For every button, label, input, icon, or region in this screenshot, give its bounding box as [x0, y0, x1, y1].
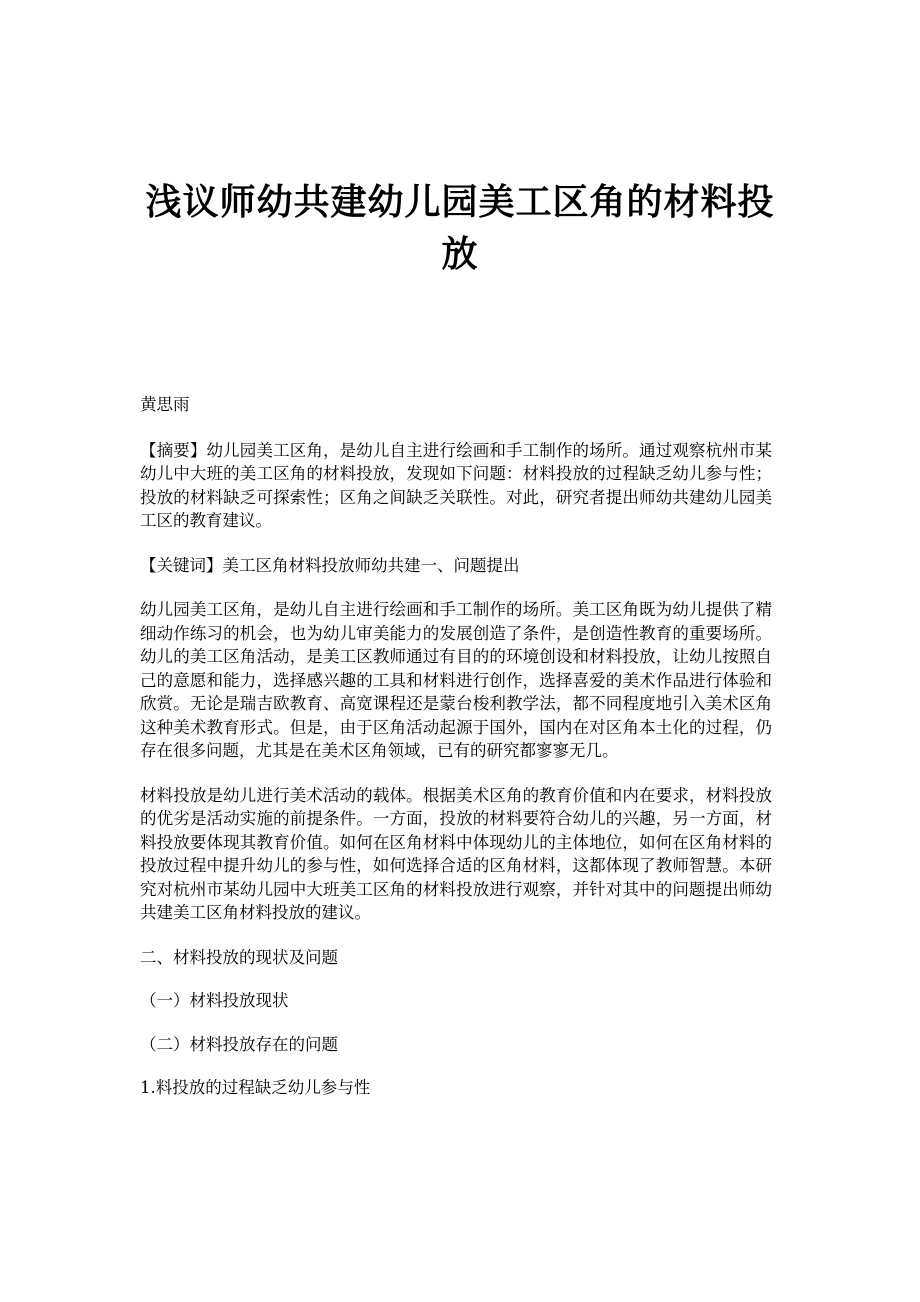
- document-title: 浅议师幼共建幼儿园美工区角的材料投放: [145, 181, 775, 275]
- body-paragraph-1: 幼儿园美工区角，是幼儿自主进行绘画和手工制作的场所。美工区角既为幼儿提供了精细动作练习的机会，也为幼儿审美能力的发展创造了条件，是创造性教育的重要场所。幼儿的美工区角活动，是美工区教师通过有目的的环境创设和材料投放，让幼儿按照自己的意愿和能力，选择感兴趣的工具和材料进行创作，选择喜爱的美术作品进行体验和欣赏。无论是瑞吉欧教育、高宽课程还是蒙台梭利教学法，都不同程度地引入美术区角这种美术教育形式。但是，由于区角活动起源于国外，国内在对区角本土化的过程，仍存在很多问题，尤其是在美术区角领域，已有的研究都寥寥无几。: [140, 600, 772, 760]
- section-heading-2: 二、材料投放的现状及问题: [140, 947, 338, 967]
- document-body: [140, 393, 772, 1120]
- subsection-heading-1: （一）材料投放现状: [140, 991, 289, 1010]
- list-item-1: 1.料投放的过程缺乏幼儿参与性: [140, 1078, 371, 1097]
- body-paragraph-2: 材料投放是幼儿进行美术活动的载体。根据美术区角的教育价值和内在要求，材料投放的优劣是活动实施的前提条件。一方面，投放的材料要符合幼儿的兴趣，另一方面，材料投放要体现其教育价值。如何在区角材料中体现幼儿的主体地位，如何在区角材料的投放过程中提升幼儿的参与性，如何选择合适的区角材料，这都体现了教师智慧。本研究对杭州市某幼儿园中大班美工区角的材料投放进行观察，并针对其中的问题提出师幼共建美工区角材料投放的建议。: [140, 785, 772, 922]
- abstract-paragraph: 【摘要】幼儿园美工区角，是幼儿自主进行绘画和手工制作的场所。通过观察杭州市某幼儿中大班的美工区角的材料投放，发现如下问题：材料投放的过程缺乏幼儿参与性；投放的材料缺乏可探索性；区角之间缺乏关联性。对此，研究者提出师幼共建幼儿园美工区的教育建议。: [140, 440, 772, 530]
- subsection-heading-2: （二）材料投放存在的问题: [140, 1034, 338, 1054]
- author-name: 黄思雨: [140, 395, 190, 414]
- keywords-line: 【关键词】美工区角材料投放师幼共建一、问题提出: [140, 555, 520, 575]
